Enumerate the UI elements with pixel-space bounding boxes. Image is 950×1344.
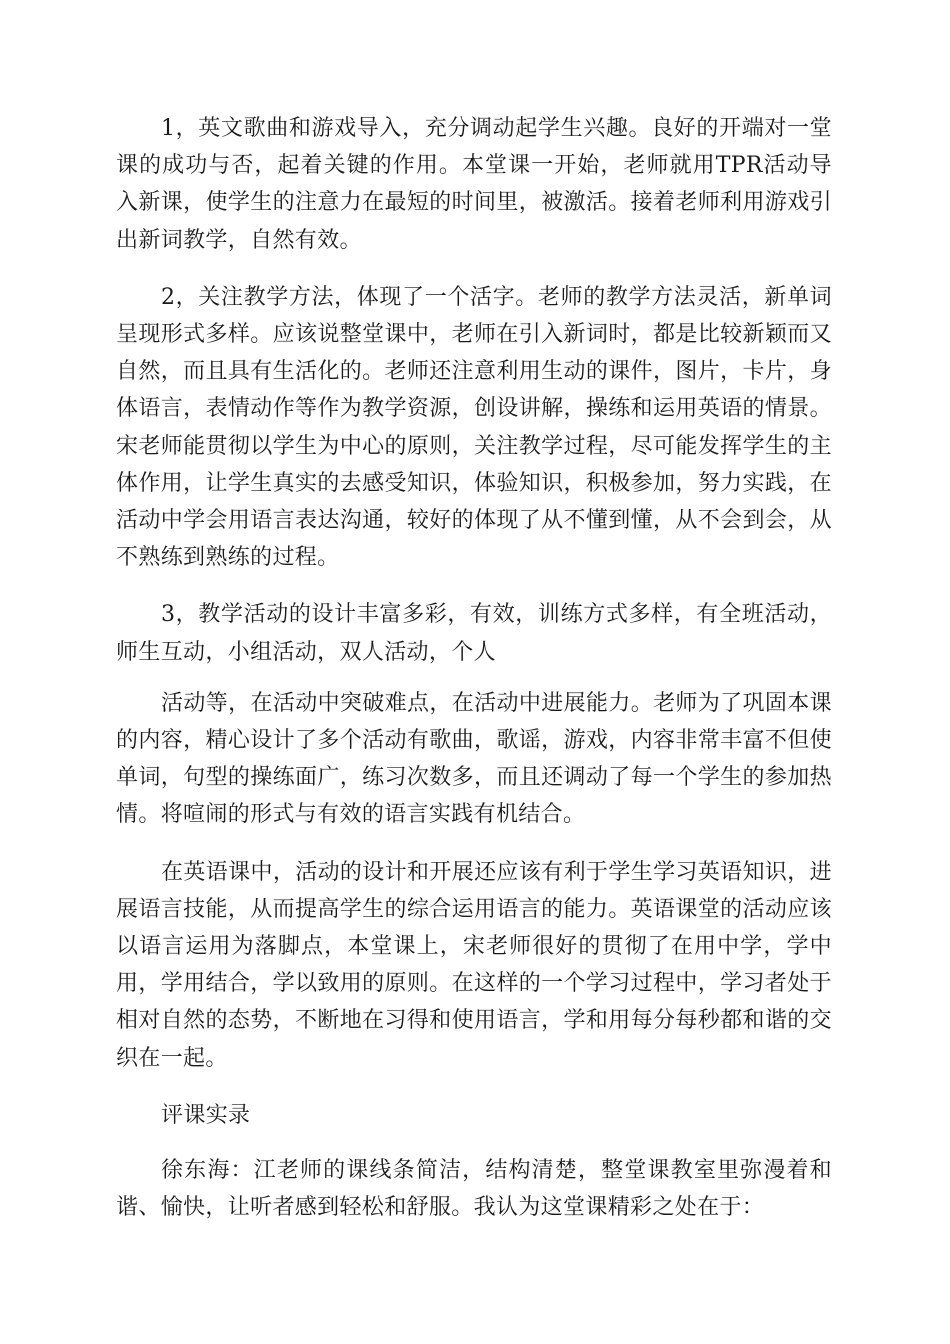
paragraph-activities: 活动等，在活动中突破难点，在活动中进展能力。老师为了巩固本课的内容，精心设计了多个活动有歌曲，歌谣，游戏，内容非常丰富不但使单词，句型的操练面广，练习次数多，而且还调动了每一个学生的参加热情。将喧闹的形式与有效的语言实践有机结合。 — [116, 690, 832, 828]
paragraph-xu-donghai: 徐东海：江老师的课线条简洁，结构清楚，整堂课教室里弥漫着和谐、愉快，让听者感到轻松和舒服。我认为这堂课精彩之处在于： — [116, 1158, 832, 1221]
paragraph-english-class: 在英语课中，活动的设计和开展还应该有利于学生学习英语知识，进展语言技能，从而提高学生的综合运用语言的能力。英语课堂的活动应该以语言运用为落脚点，本堂课上，宋老师很好的贯彻了在用中学，学中用，学用结合，学以致用的原则。在这样的一个学习过程中，学习者处于相对自然的态势，不断地在习得和使用语言，学和用每分每秒都和谐的交织在一起。 — [116, 859, 832, 1071]
paragraph-point-1: 1，英文歌曲和游戏导入，充分调动起学生兴趣。良好的开端对一堂课的成功与否，起着关键的作用。本堂课一开始，老师就用TPR活动导入新课，使学生的注意力在最短的时间里，被激活。接着老师利用游戏引出新词教学，自然有效。 — [116, 116, 832, 253]
paragraph-point-2: 2，关注教学方法，体现了一个活字。老师的教学方法灵活，新单词呈现形式多样。应该说整堂课中，老师在引入新词时，都是比较新颖而又自然，而且具有生活化的。老师还注意利用生动的课件，图片，卡片，身体语言，表情动作等作为教学资源，创设讲解，操练和运用英语的情景。宋老师能贯彻以学生为中心的原则，关注教学过程，尽可能发挥学生的主体作用，让学生真实的去感受知识，体验知识，积极参加，努力实践，在活动中学会用语言表达沟通，较好的体现了从不懂到懂，从不会到会，从不熟练到熟练的过程。 — [116, 284, 832, 571]
paragraph-point-3: 3，教学活动的设计丰富多彩，有效，训练方式多样，有全班活动，师生互动，小组活动，双人活动，个人 — [116, 602, 832, 665]
document-body — [116, 110, 832, 1246]
section-heading-review: 评课实录 — [161, 1102, 251, 1128]
